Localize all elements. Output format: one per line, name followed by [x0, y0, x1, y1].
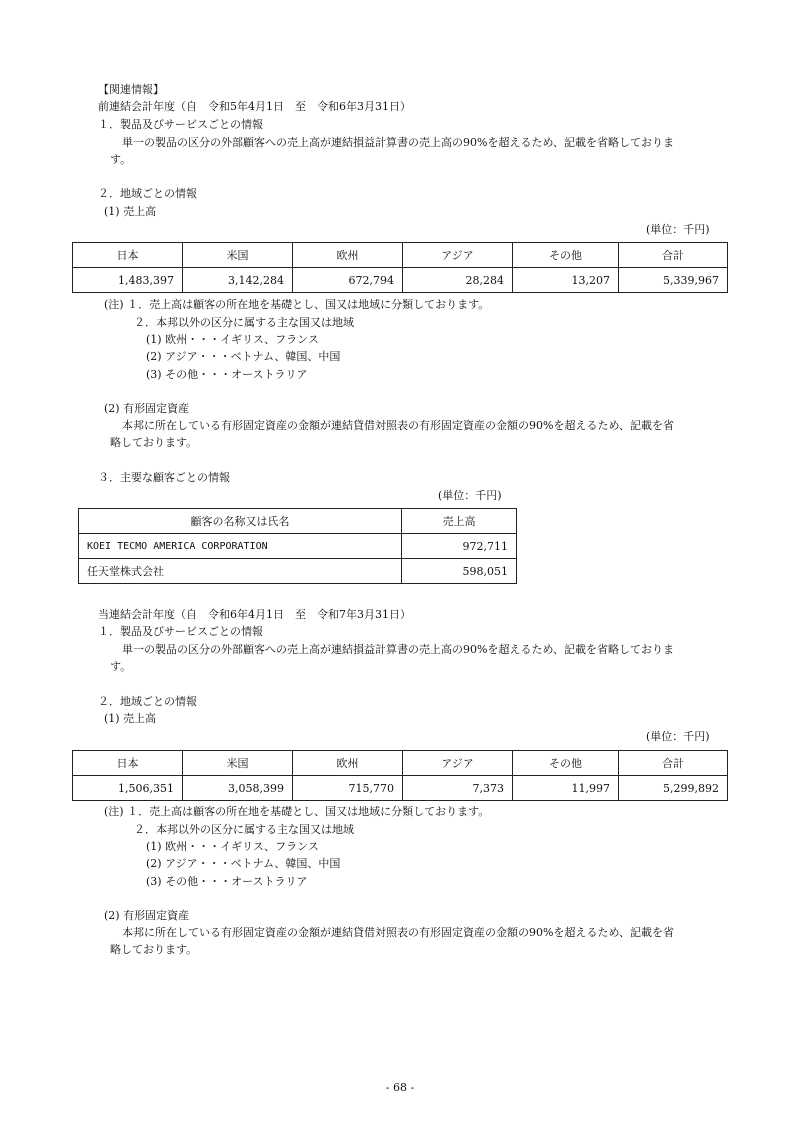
table-header-row: [73, 751, 728, 776]
curr-unit-label: (単位：千円): [646, 730, 710, 743]
value-asia: 28,284: [403, 268, 513, 293]
header-japan: 日本: [73, 751, 183, 776]
header-europe: 欧州: [293, 751, 403, 776]
header-total: 合計: [619, 243, 728, 268]
header-japan: 日本: [73, 243, 183, 268]
value-other: 13,207: [513, 268, 619, 293]
header-customer-name: 顧客の名称又は氏名: [79, 509, 402, 534]
prev-product-section-body: 単一の製品の区分の外部顧客への売上高が連結損益計算書の売上高の90%を超えるため、記載を省略しておりま: [122, 136, 675, 149]
curr-assets-body-cont: 略しております。: [110, 943, 198, 956]
curr-product-section-title: １．製品及びサービスごとの情報: [98, 625, 263, 638]
header-europe: 欧州: [293, 243, 403, 268]
curr-region-section-title: ２．地域ごとの情報: [98, 695, 197, 708]
prev-note-2a: (1) 欧州・・・イギリス、フランス: [146, 333, 319, 346]
curr-note-1: (注) １．売上高は顧客の所在地を基礎とし、国又は地域に分類しております。: [104, 805, 490, 818]
prev-customer-unit-label: (単位：千円): [438, 489, 502, 502]
header-asia: アジア: [403, 751, 513, 776]
curr-sales-title: (1) 売上高: [104, 712, 157, 725]
table-row: [79, 534, 517, 559]
value-japan: 1,506,351: [73, 776, 183, 801]
curr-assets-title: (2) 有形固定資産: [104, 909, 190, 922]
table-row: [79, 559, 517, 584]
prev-region-sales-table: [72, 242, 728, 293]
header-other: その他: [513, 751, 619, 776]
header-asia: アジア: [403, 243, 513, 268]
curr-product-section-body-cont: す。: [110, 660, 132, 673]
customer-name: KOEI TECMO AMERICA CORPORATION: [79, 534, 402, 559]
value-us: 3,142,284: [183, 268, 293, 293]
prev-note-1: (注) １．売上高は顧客の所在地を基礎とし、国又は地域に分類しております。: [104, 298, 490, 311]
prev-note-2b: (2) アジア・・・ベトナム、韓国、中国: [146, 350, 341, 363]
prev-note-2c: (3) その他・・・オーストラリア: [146, 368, 308, 381]
curr-product-section-body: 単一の製品の区分の外部顧客への売上高が連結損益計算書の売上高の90%を超えるため、記載を省略しておりま: [122, 643, 675, 656]
curr-note-2a: (1) 欧州・・・イギリス、フランス: [146, 840, 319, 853]
curr-note-2b: (2) アジア・・・ベトナム、韓国、中国: [146, 857, 341, 870]
prev-sales-title: (1) 売上高: [104, 205, 157, 218]
prev-assets-body: 本邦に所在している有形固定資産の金額が連結貸借対照表の有形固定資産の金額の90%を超えるため、記載を省: [122, 419, 675, 432]
curr-note-2: ２．本邦以外の区分に属する主な国又は地域: [134, 823, 354, 836]
curr-assets-body: 本邦に所在している有形固定資産の金額が連結貸借対照表の有形固定資産の金額の90%を超えるため、記載を省: [122, 926, 675, 939]
header-us: 米国: [183, 243, 293, 268]
prev-period-heading: 前連結会計年度（自 令和5年4月1日 至 令和6年3月31日）: [98, 100, 411, 113]
prev-assets-title: (2) 有形固定資産: [104, 402, 190, 415]
customer-sales: 598,051: [402, 559, 517, 584]
table-header-row: [73, 243, 728, 268]
value-total: 5,339,967: [619, 268, 728, 293]
value-us: 3,058,399: [183, 776, 293, 801]
prev-unit-label: (単位：千円): [646, 223, 710, 236]
header-us: 米国: [183, 751, 293, 776]
prev-assets-body-cont: 略しております。: [110, 436, 198, 449]
table-header-row: [79, 509, 517, 534]
curr-note-2c: (3) その他・・・オーストラリア: [146, 875, 308, 888]
prev-note-2: ２．本邦以外の区分に属する主な国又は地域: [134, 316, 354, 329]
value-total: 5,299,892: [619, 776, 728, 801]
prev-major-customer-table: [78, 508, 517, 584]
page-number: - 68 -: [385, 1081, 415, 1094]
header-total: 合計: [619, 751, 728, 776]
customer-sales: 972,711: [402, 534, 517, 559]
customer-name: 任天堂株式会社: [79, 559, 402, 584]
prev-region-section-title: ２．地域ごとの情報: [98, 187, 197, 200]
header-other: その他: [513, 243, 619, 268]
value-japan: 1,483,397: [73, 268, 183, 293]
value-europe: 672,794: [293, 268, 403, 293]
table-row: [73, 268, 728, 293]
curr-period-heading: 当連結会計年度（自 令和6年4月1日 至 令和7年3月31日）: [98, 608, 411, 621]
related-info-heading: 【関連情報】: [98, 83, 164, 96]
table-row: [73, 776, 728, 801]
header-sales: 売上高: [402, 509, 517, 534]
prev-product-section-body-cont: す。: [110, 153, 132, 166]
value-asia: 7,373: [403, 776, 513, 801]
value-europe: 715,770: [293, 776, 403, 801]
prev-product-section-title: １．製品及びサービスごとの情報: [98, 118, 263, 131]
curr-region-sales-table: [72, 750, 728, 801]
value-other: 11,997: [513, 776, 619, 801]
prev-customer-section-title: ３．主要な顧客ごとの情報: [98, 471, 230, 484]
